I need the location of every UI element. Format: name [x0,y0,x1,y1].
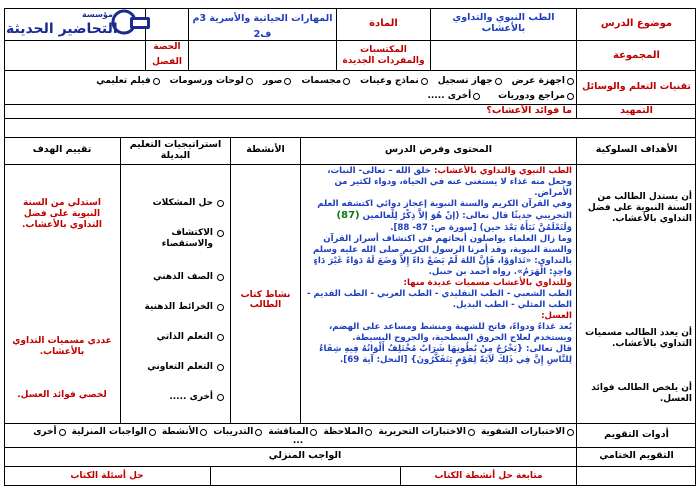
radio-icon [246,78,253,85]
radio-icon [217,274,224,281]
final-assessment-value: متابعة حل أنشطة الكتاب [434,471,543,482]
subject-value: المهارات الحياتية والأسرية 3م [192,12,333,24]
assessment-option[interactable]: الواجبات المنزلية [72,427,156,437]
final-assessment-label: التقويم الختامي [599,450,674,462]
radio-icon [217,334,224,341]
content-p1: خلق الله – تعالى- النبات، وجعل منه غذاء لا يستغنى عنه في الحياة، ودواء لكثير من الأمراض. [327,166,572,198]
technique-option[interactable]: أخرى ..... [428,91,481,101]
group-label: المجموعة [613,49,660,61]
technique-option[interactable]: صور [263,76,292,86]
radio-icon [495,78,502,85]
assessment-option[interactable]: الملاحظة [323,427,372,437]
col-evaluation: تقييم الهدف [32,144,92,156]
radio-icon [217,304,224,311]
radio-icon [217,200,224,207]
evaluation-1: استدلي من السنة النبوية على فضل التداوي بالأعشاب. [21,198,102,230]
content-p5: يُعد غذاءً ودواءً، فاتح للشهية ومنشط ومساعد على الهضم، ويستخدم لعلاج الحروق السطحية، والجروح البسيطة. [329,321,572,343]
lesson-topic-label: موضوع الدرس [600,18,673,30]
assessment-option[interactable]: الأنشطة [162,427,208,437]
technique-option[interactable]: نماذج وعينات [360,76,428,86]
objective-3: أن يلخص الطالب فوائد العسل. [591,383,692,404]
intro-label: التمهيد [620,104,653,116]
radio-icon [567,78,574,85]
content-title-1: الطب النبوي والتداوي بالأعشاب: [434,166,572,176]
content-title-2: وللتداوي بالأعشاب مسميات عديدة منها: [403,277,572,288]
logo-big-label: التحاضير الحديثة [6,21,118,37]
subject-label: المادة [369,18,398,30]
radio-icon [567,93,574,100]
assessment-option[interactable]: أخرى [33,427,65,437]
technique-option[interactable]: لوحات ورسومات [170,76,253,86]
assessment-option[interactable]: الاختبارات التحريرية [378,427,474,437]
radio-icon [217,394,224,401]
intro-question: ما فوائد الأعشاب؟ [486,105,572,116]
logo-small-label: مؤسسة [82,10,113,19]
homework-label: الواجب المنزلي [268,450,342,462]
content-title-3: العسل: [541,310,572,321]
evaluation-2: عددي مسميات التداوي بالأعشاب. [12,336,112,357]
activity-text: نشاط كتاب الطالب [240,289,291,310]
technique-option[interactable]: اجهزة عرض [512,76,574,86]
radio-icon [365,429,372,436]
radio-icon [255,429,262,436]
lesson-topic-value: الطب النبوي والتداوي بالأعشاب [452,12,555,34]
technique-option[interactable]: جهاز تسجيل [438,76,502,86]
content-p2-num: (87) [336,210,360,221]
period-label: الحصة [153,42,181,53]
technique-option[interactable]: مراجع ودوريات [498,91,574,101]
strategy-item[interactable]: التعلم التعاوني [128,362,224,373]
strategy-item[interactable]: التعلم الذاتي [128,332,224,343]
col-activities: الأنشطة [246,144,285,156]
vocab-label: المكتسبات والمفردات الجديدة [342,45,425,66]
assessment-label: أدوات التقويم [604,428,669,440]
evaluation-3: لخصي فوائد العسل. [17,390,107,400]
radio-icon [473,93,480,100]
col-objectives: الأهداف السلوكية [595,144,678,156]
radio-icon [468,429,475,436]
lesson-content [304,166,572,366]
content-p2: وفي القرآن الكريم والسنة النبوية إعجاز دوائي اكتشفه العلم التجريبي حديثًا قال تعالى: (إنْ هُوَ إلاَّ ذِكْرٌ لِلْعالمين [317,199,572,221]
logo [4,6,144,38]
radio-icon [217,364,224,371]
techniques-row-1 [8,74,574,88]
radio-icon [567,429,574,436]
assessment-option[interactable]: الاختبارات الشفوية [481,427,574,437]
radio-icon [310,429,317,436]
radio-icon [284,78,291,85]
assessment-more: ... [292,436,304,446]
technique-option[interactable]: مجسمات [301,76,350,86]
objective-2: أن يعدد الطالب مسميات التداوي بالأعشاب. [585,328,692,349]
techniques-label: تقنيات التعلم والوسائل [582,81,691,93]
homework-value: حل أسئلة الكتاب [70,471,144,482]
radio-icon [421,78,428,85]
strategy-item[interactable]: الصف الذهني [128,272,224,283]
radio-icon [200,429,207,436]
strategy-item[interactable]: حل المشكلات [128,198,224,209]
radio-icon [149,429,156,436]
grade-value: ف2 [253,28,272,40]
radio-icon [217,230,224,237]
objective-1: أن يستدل الطالب من السنة النبوية على فضل التداوي بالأعشاب. [587,192,692,224]
col-strategies: استراتيجيات التعليم البديلة [129,138,222,161]
content-p3: وما زال العلماء يواصلون أبحاثهم في اكتشاف أسرار القرآن والسنة النبوية، وقد أمرنا الرسول الكريم صلى الله عليه وسلم بالتداوي: «تَدَاوَوْا، فَإِنَّ اللهَ لَمْ يَضَعْ دَاءً إِلاَّ وَضَعَ لَهُ دَوَاءً غَيْرَ دَاءٍ وَاحِدٍ: الْهَرَمُ». رواه احمد بن حنبل. [312,233,572,277]
strategy-item[interactable]: أخرى ..... [128,392,224,403]
class-label: الفصل [152,57,182,68]
techniques-row-2 [8,89,574,103]
content-p2b: وَلَتَعْلَمُنَّ نَبَأَهُ بَعْدَ حين) [سورة ص: 87- 88]. [390,222,572,233]
radio-icon [343,78,350,85]
strategy-item[interactable]: الاكتشاف والاستقصاء [128,228,224,250]
assessment-option[interactable]: التدريبات [213,427,262,437]
technique-option[interactable]: فيلم تعليمي [96,76,159,86]
content-p4: الطب الشعبي - الطب التقليدي - الطب العربي - الطب القديم - الطب المثلي - الطب البديل. [306,288,572,310]
assessment-option[interactable]: المناقشة [268,427,317,437]
content-p6: قال تعالى: {يَخْرُجُ مِنْ بُطُونِهَا شَرَابٌ مُخْتَلِفٌ أَلْوَانُهُ فِيهِ شِفَاءٌ لِلنَّاسِ إِنَّ فِي ذَلِكَ لَآيَةً لِقَوْمٍ يَتَفَكَّرُونَ} [النحل: آية 69]. [319,343,572,365]
col-content: المحتوى وفرض الدرس [385,144,492,156]
radio-icon [153,78,160,85]
strategy-item[interactable]: الخرائط الذهنية [128,302,224,313]
radio-icon [59,429,66,436]
